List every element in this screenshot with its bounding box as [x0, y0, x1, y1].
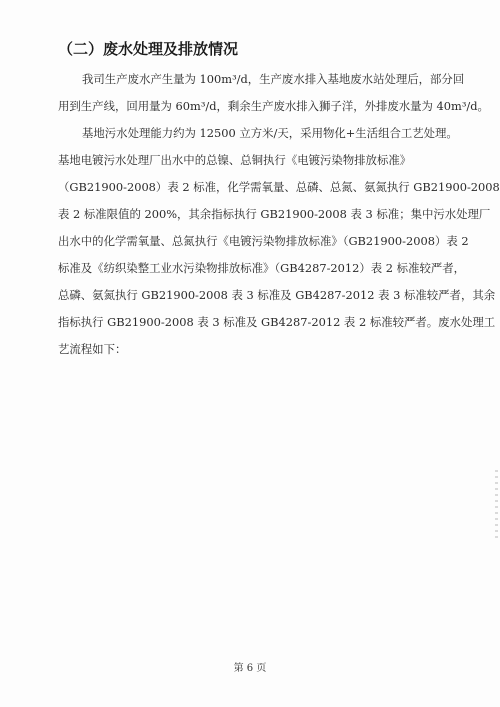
paragraph-2-line-2: 基地电镀污水处理厂出水中的总镍、总铜执行《电镀污染物排放标准》	[58, 153, 412, 167]
paragraph-2-line-9: 艺流程如下：	[58, 342, 127, 356]
paragraph-2-line-6: 标准及《纺织染整工业水污染物排放标准》（GB4287-2012）表 2 标准较严者，	[58, 261, 466, 275]
paragraph-2-line-5: 出水中的化学需氧量、总氮执行《电镀污染物排放标准》（GB21900-2008）表 2	[58, 234, 469, 248]
paragraph-1-line-1: 我司生产废水产生量为 100m³/d，生产废水排入基地废水站处理后，部分回	[82, 72, 465, 86]
section-heading: （二）废水处理及排放情况	[58, 40, 239, 58]
paragraph-2-line-1: 基地污水处理能力约为 12500 立方米/天，采用物化+生活组合工艺处理。	[82, 126, 458, 140]
paragraph-2-line-7: 总磷、氨氮执行 GB21900-2008 表 3 标准及 GB4287-2012 表 3 标准较严者，其余	[58, 288, 496, 302]
scan-edge-marks	[495, 470, 498, 540]
paragraph-2-line-8: 指标执行 GB21900-2008 表 3 标准及 GB4287-2012 表 2 标准较严者。废水处理工	[58, 315, 496, 329]
page-number: 第 6 页	[233, 663, 267, 674]
paragraph-2-line-3: （GB21900-2008）表 2 标准，化学需氧量、总磷、总氮、氨氮执行 GB21900-2008	[58, 180, 500, 194]
paragraph-2-line-4: 表 2 标准限值的 200%，其余指标执行 GB21900-2008 表 3 标准；集中污水处理厂	[58, 207, 491, 221]
paragraph-1-line-2: 用到生产线，回用量为 60m³/d，剩余生产废水排入狮子洋，外排废水量为 40m³/d。	[58, 99, 489, 113]
